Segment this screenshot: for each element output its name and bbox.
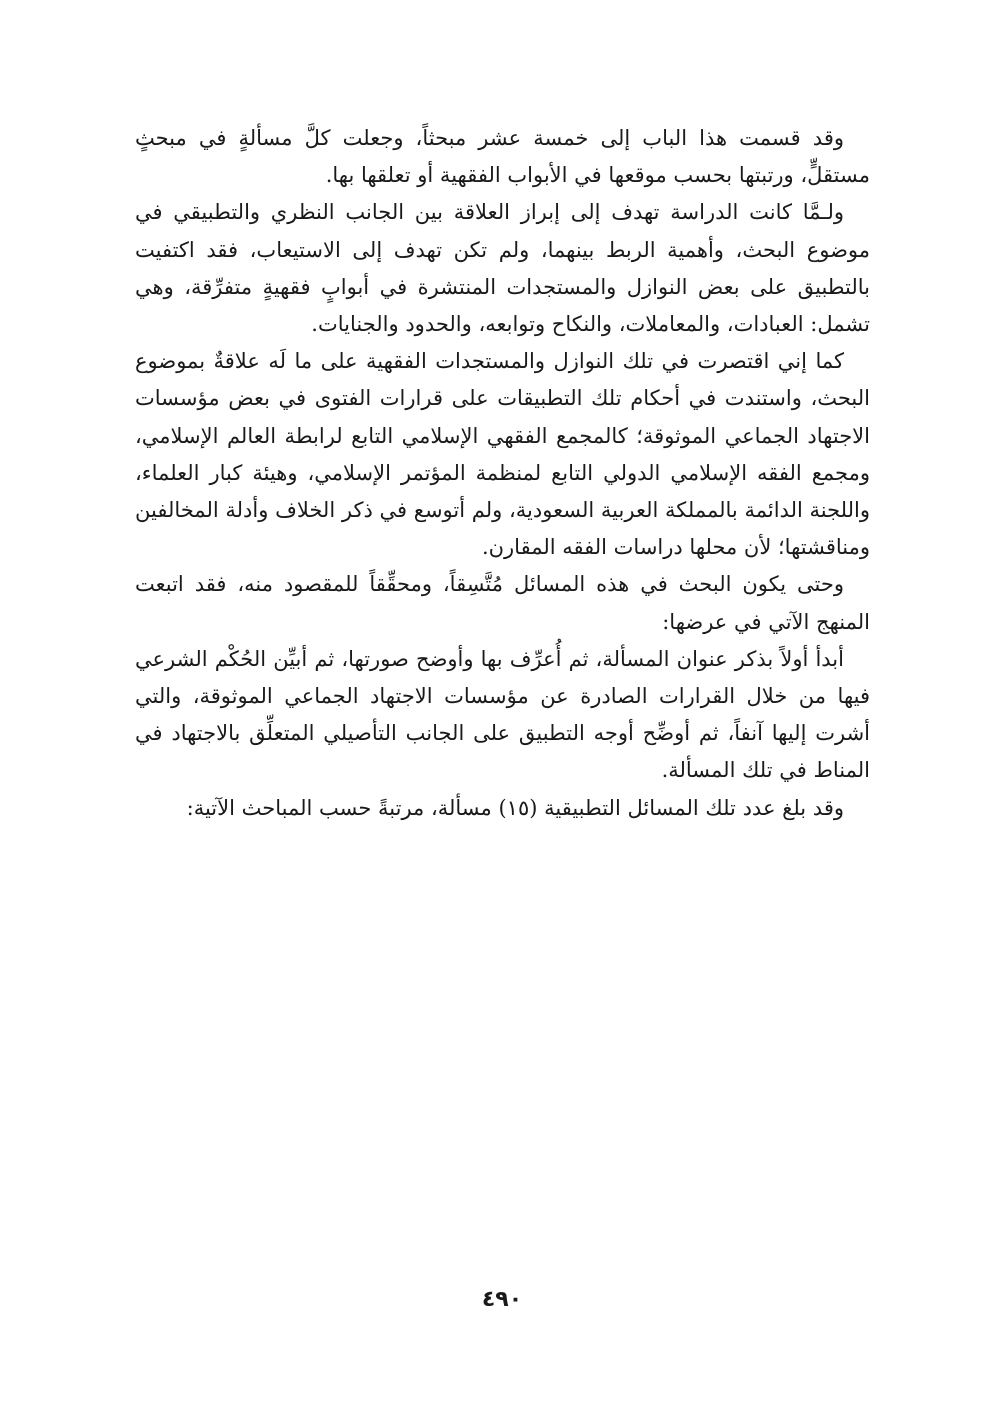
paragraph-3: كما إني اقتصرت في تلك النوازل والمستجدات الفقهية على ما لَه علاقةٌ بموضوع البحث، واستندت في أحكام تلك التطبيقات على قرارات الفتوى في بعض مؤسسات الاجتهاد الجماعي الموثوقة؛ كالمجمع الفقهي الإسلامي التابع لرابطة العالم الإسلامي، ومجمع الفقه الإسلامي الدولي التابع لمنظمة المؤتمر الإسلامي، وهيئة كبار العلماء، واللجنة الدائمة بالمملكة العربية السعودية، ولم أتوسع في ذكر الخلاف وأدلة المخالفين ومناقشتها؛ لأن محلها دراسات الفقه المقارن. [135,349,870,560]
page-number: ٤٩٠ [481,1287,523,1312]
paragraph-4: وحتى يكون البحث في هذه المسائل مُتَّسِقاً، ومحقِّقاً للمقصود منه، فقد اتبعت المنهج الآتي في عرضها: [135,572,870,634]
paragraph-5: أبدأ أولاً بذكر عنوان المسألة، ثم أُعرِّف بها وأوضح صورتها، ثم أبيِّن الحُكْم الشرعي فيها من خلال القرارات الصادرة عن مؤسسات الاجتهاد الجماعي الموثوقة، والتي أشرت إليها آنفاً، ثم أوضِّح أوجه التطبيق على الجانب التأصيلي المتعلِّق بالاجتهاد في المناط في تلك المسألة. [135,646,870,783]
paragraph-1: وقد قسمت هذا الباب إلى خمسة عشر مبحثاً، وجعلت كلَّ مسألةٍ في مبحثٍ مستقلٍّ، ورتبتها بحسب موقعها في الأبواب الفقهية أو تعلقها بها. [135,126,870,188]
page-body [135,120,870,827]
paragraph-2: ولـمَّا كانت الدراسة تهدف إلى إبراز العلاقة بين الجانب النظري والتطبيقي في موضوع البحث، وأهمية الربط بينهما، ولم تكن تهدف إلى الاستيعاب، فقد اكتفيت بالتطبيق على بعض النوازل والمستجدات المنتشرة في أبوابٍ فقهيةٍ متفرِّقة، وهي تشمل: العبادات، والمعاملات، والنكاح وتوابعه، والحدود والجنايات. [135,200,870,337]
paragraph-6: وقد بلغ عدد تلك المسائل التطبيقية (١٥) مسألة، مرتبةً حسب المباحث الآتية: [186,795,844,820]
